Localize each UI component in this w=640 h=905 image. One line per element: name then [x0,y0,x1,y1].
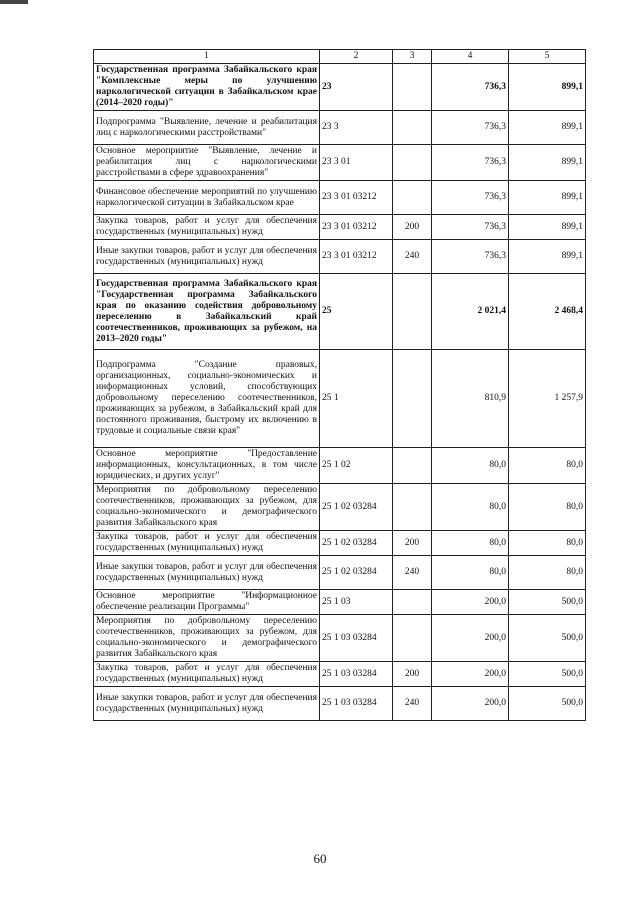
row-amount-2019-cell: 736,3 [432,181,509,215]
row-type-cell [393,615,432,662]
row-description-cell: Закупка товаров, работ и услуг для обеспечения государственных (муниципальных) нужд [94,531,320,556]
row-code-cell: 23 [320,64,393,111]
table-row [94,662,586,687]
row-code-cell: 25 1 02 03284 [320,531,393,556]
row-amount-2019-cell: 810,9 [432,350,509,448]
row-amount-2020-cell: 899,1 [509,240,586,274]
column-header: 1 [94,50,320,64]
row-amount-2020-cell: 500,0 [509,615,586,662]
row-code-cell: 23 3 01 03212 [320,215,393,240]
column-header: 2 [320,50,393,64]
row-amount-2020-cell: 500,0 [509,590,586,615]
budget-table-container [93,49,585,721]
row-description-cell: Финансовое обеспечение мероприятий по улучшению наркологической ситуации в Забайкальском крае [94,181,320,215]
row-amount-2020-cell: 500,0 [509,687,586,721]
row-type-cell: 240 [393,687,432,721]
table-row [94,448,586,484]
row-code-cell: 25 1 02 03284 [320,556,393,590]
row-amount-2019-cell: 200,0 [432,615,509,662]
row-amount-2020-cell: 899,1 [509,64,586,111]
table-row [94,145,586,181]
scan-edge-mark [0,0,28,4]
row-amount-2019-cell: 736,3 [432,64,509,111]
table-body [94,64,586,721]
row-amount-2019-cell: 736,3 [432,215,509,240]
row-amount-2019-cell: 80,0 [432,448,509,484]
row-amount-2020-cell: 500,0 [509,662,586,687]
row-code-cell: 25 1 03 [320,590,393,615]
row-type-cell: 240 [393,556,432,590]
row-amount-2020-cell: 899,1 [509,181,586,215]
table-row [94,687,586,721]
row-type-cell [393,484,432,531]
row-amount-2019-cell: 736,3 [432,111,509,145]
column-header: 3 [393,50,432,64]
table-row [94,215,586,240]
row-amount-2019-cell: 736,3 [432,240,509,274]
row-description-cell: Мероприятия по добровольному переселению соотечественников, проживающих за рубежом, для социально-экономического и демографического развития Забайкальского края [94,615,320,662]
table-row [94,556,586,590]
table-row [94,531,586,556]
row-description-cell: Иные закупки товаров, работ и услуг для обеспечения государственных (муниципальных) нужд [94,556,320,590]
row-description-cell: Мероприятия по добровольному переселению соотечественников, проживающих за рубежом, для социально-экономического и демографического развития Забайкальского края [94,484,320,531]
row-type-cell [393,350,432,448]
row-description-cell: Основное мероприятие "Информационное обеспечение реализации Программы" [94,590,320,615]
row-code-cell: 25 1 02 03284 [320,484,393,531]
row-description-cell: Основное мероприятие "Предоставление информационных, консультационных, в том числе юридических, и других услуг" [94,448,320,484]
row-amount-2020-cell: 899,1 [509,215,586,240]
table-header-row [94,50,586,64]
row-code-cell: 25 1 [320,350,393,448]
row-code-cell: 23 3 01 03212 [320,240,393,274]
row-amount-2019-cell: 2 021,4 [432,274,509,350]
column-header: 4 [432,50,509,64]
row-code-cell: 23 3 [320,111,393,145]
table-row [94,484,586,531]
row-description-cell: Основное мероприятие "Выявление, лечение и реабилитация лиц с наркологическими расстройствами в сфере здравоохранения" [94,145,320,181]
row-amount-2020-cell: 80,0 [509,448,586,484]
row-code-cell: 25 1 03 03284 [320,662,393,687]
row-amount-2019-cell: 80,0 [432,484,509,531]
row-type-cell: 200 [393,215,432,240]
table-row [94,64,586,111]
row-description-cell: Государственная программа Забайкальского края "Комплексные меры по улучшению наркологической ситуации в Забайкальском крае (2014–2020 годы)" [94,64,320,111]
row-amount-2019-cell: 200,0 [432,662,509,687]
table-row [94,274,586,350]
row-amount-2020-cell: 80,0 [509,556,586,590]
row-code-cell: 25 1 03 03284 [320,615,393,662]
row-type-cell [393,590,432,615]
row-description-cell: Иные закупки товаров, работ и услуг для обеспечения государственных (муниципальных) нужд [94,240,320,274]
row-type-cell [393,145,432,181]
column-header: 5 [509,50,586,64]
row-description-cell: Подпрограмма "Создание правовых, организационных, социально-экономических и информационных условий, способствующих добровольному переселению соотечественников, проживающих за рубежом, в Забайкальский край для постоянного проживания, быстрому их включению в трудовые и социальные связи края" [94,350,320,448]
row-type-cell [393,64,432,111]
row-amount-2019-cell: 200,0 [432,687,509,721]
row-code-cell: 25 1 03 03284 [320,687,393,721]
table-row [94,590,586,615]
row-amount-2019-cell: 736,3 [432,145,509,181]
row-type-cell: 240 [393,240,432,274]
row-amount-2020-cell: 899,1 [509,145,586,181]
row-type-cell: 200 [393,662,432,687]
row-description-cell: Государственная программа Забайкальского края "Государственная программа Забайкальского края по оказанию содействия добровольному переселению в Забайкальский край соотечественников, проживающих за рубежом, на 2013–2020 годы" [94,274,320,350]
row-type-cell: 200 [393,531,432,556]
row-code-cell: 23 3 01 03212 [320,181,393,215]
row-amount-2019-cell: 80,0 [432,531,509,556]
row-description-cell: Закупка товаров, работ и услуг для обеспечения государственных (муниципальных) нужд [94,215,320,240]
budget-table [93,49,586,721]
row-amount-2020-cell: 1 257,9 [509,350,586,448]
row-type-cell [393,274,432,350]
row-amount-2020-cell: 80,0 [509,484,586,531]
row-description-cell: Иные закупки товаров, работ и услуг для обеспечения государственных (муниципальных) нужд [94,687,320,721]
row-amount-2019-cell: 80,0 [432,556,509,590]
table-row [94,615,586,662]
row-code-cell: 25 1 02 [320,448,393,484]
table-row [94,350,586,448]
page-number: 60 [313,851,327,866]
row-type-cell [393,181,432,215]
row-amount-2020-cell: 2 468,4 [509,274,586,350]
row-description-cell: Закупка товаров, работ и услуг для обеспечения государственных (муниципальных) нужд [94,662,320,687]
row-type-cell [393,111,432,145]
table-row [94,111,586,145]
table-row [94,181,586,215]
row-amount-2020-cell: 899,1 [509,111,586,145]
row-amount-2020-cell: 80,0 [509,531,586,556]
table-row [94,240,586,274]
row-type-cell [393,448,432,484]
row-amount-2019-cell: 200,0 [432,590,509,615]
row-code-cell: 23 3 01 [320,145,393,181]
row-code-cell: 25 [320,274,393,350]
row-description-cell: Подпрограмма "Выявление, лечение и реабилитация лиц с наркологическими расстройствами" [94,111,320,145]
